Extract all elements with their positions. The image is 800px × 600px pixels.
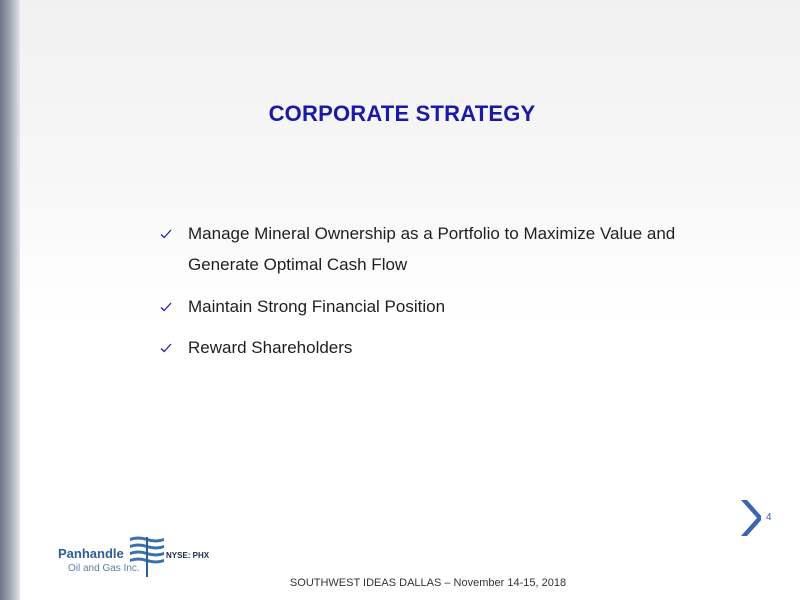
checkmark-icon bbox=[160, 291, 174, 322]
logo-name: Panhandle bbox=[58, 546, 124, 561]
page-number: 4 bbox=[766, 512, 772, 523]
checkmark-icon bbox=[160, 218, 174, 249]
bullet-list bbox=[160, 218, 720, 373]
chevron-right-icon[interactable] bbox=[737, 498, 761, 538]
checkmark-icon bbox=[160, 332, 174, 363]
derrick-logo-icon bbox=[128, 534, 166, 578]
slide-footer: SOUTHWEST IDEAS DALLAS – November 14-15, 2018 bbox=[289, 577, 567, 589]
bullet-text: Reward Shareholders bbox=[188, 338, 353, 357]
slide-title: CORPORATE STRATEGY bbox=[268, 101, 536, 126]
logo-subtitle: Oil and Gas Inc. bbox=[68, 563, 140, 574]
side-gradient-bar bbox=[0, 0, 20, 600]
bullet-text: Manage Mineral Ownership as a Portfolio to Maximize Value and Generate Optimal Cash Flow bbox=[188, 224, 676, 274]
logo-ticker: NYSE: PHX bbox=[166, 551, 210, 560]
list-item bbox=[160, 218, 720, 280]
bullet-text: Maintain Strong Financial Position bbox=[188, 297, 446, 316]
list-item bbox=[160, 332, 720, 363]
list-item bbox=[160, 291, 720, 322]
